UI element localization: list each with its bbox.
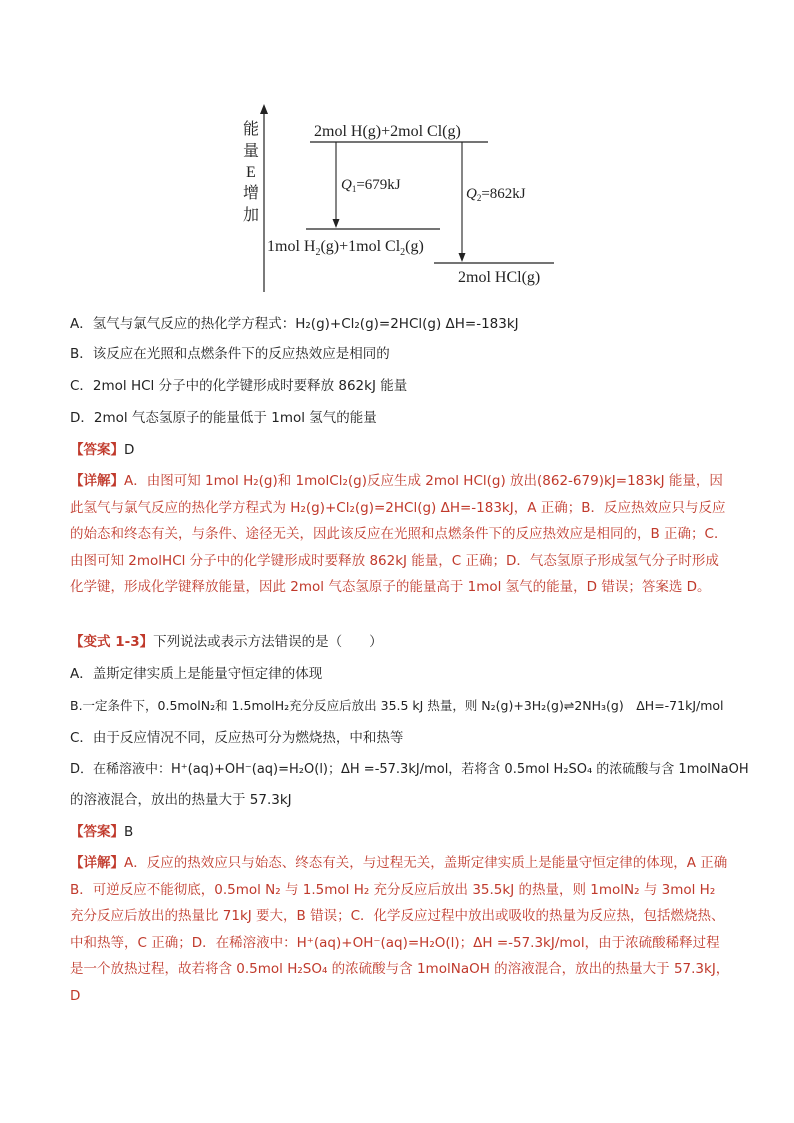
variant-tag: 【变式 1-3】: [70, 634, 154, 650]
q2-option-d: D．在稀溶液中：H⁺(aq)+OH⁻(aq)=H₂O(l)；ΔH =-57.3kJ/mol，若将含 0.5mol H₂SO₄ 的浓硫酸与含 1molNaOH: [70, 762, 749, 777]
q1-answer: [70, 440, 134, 460]
answer-value: B: [124, 824, 134, 840]
q1-option-b: B．该反应在光照和点燃条件下的反应热效应是相同的: [70, 346, 390, 362]
q1-label: $Q_1=679kJ$: [341, 177, 401, 194]
bottom-level-label: 2mol HCl(g): [458, 269, 541, 286]
q1-option-d: D．2mol 气态氢原子的能量低于 1mol 氢气的能量: [70, 410, 377, 426]
detail-text: A．反应的热效应只与始态、终态有关，与过程无关，盖斯定律实质上是能量守恒定律的体现，A 正确 B．可逆反应不能彻底，0.5mol N₂ 与 1.5mol H₂ 充分反应后放出 35.5kJ 的热量，则 1molN₂ 与 3mol H₂ 充分反应后放出的热量比 71kJ 要大，B 错误；C．化学反应过程中放出或吸收的热量为反应热，包括燃烧热、中和热等，C 正确；D．在稀溶液中：H⁺(aq)+OH⁻(aq)=H₂O(l)；ΔH =-57.3kJ/mol，由于浓硫酸稀释过程是一个放热过程，故若将含 0.5mol H₂SO₄ 的浓硫酸与含 1molNaOH 的溶液混合，放出的热量大于 57.3kJ，D: [70, 855, 730, 1004]
energy-axis-arrowhead: [260, 104, 268, 114]
q2-answer: [70, 822, 133, 842]
mid-level-label: 1mol $H_2(g)+1mol$ $Cl_2(g)$: [267, 238, 424, 258]
q2-arrowhead: [459, 253, 466, 262]
q1-value: =679kJ: [356, 177, 401, 193]
detail-text: A．由图可知 1mol H₂(g)和 1molCl₂(g)反应生成 2mol HCl(g) 放出(862-679)kJ=183kJ 能量，因此氢气与氯气反应的热化学方程式为 H₂(g)+Cl₂(g)=2HCl(g) ΔH=-183kJ，A 正确；B．反应热效应只与反应的始态和终态有关，与条件、途径无关，因此该反应在光照和点燃条件下的反应热效应是相同的，B 正确；C．由图可知 2molHCl 分子中的化学键形成时要释放 862kJ 能量，C 正确；D．气态氢原子形成氢气分子时形成化学键，形成化学键释放能量，因此 2mol 气态氢原子的能量高于 1mol 氢气的能量，D 错误；答案选 D。: [70, 473, 728, 595]
stem-text: 下列说法或表示方法错误的是（ ）: [153, 634, 383, 650]
q2-label: $Q_2=862kJ$: [466, 186, 526, 203]
detail-tag: 【详解】: [70, 855, 124, 871]
axis-label-char: 量: [243, 143, 260, 160]
q2-detail: [70, 850, 730, 1009]
energy-level-diagram: [230, 100, 570, 300]
q1-option-c: C．2mol HCl 分子中的化学键形成时要释放 862kJ 能量: [70, 378, 408, 394]
q2-option-b: B.一定条件下，0.5molN₂和 1.5molH₂充分反应后放出 35.5 kJ 热量，则 N₂(g)+3H₂(g)⇌2NH₃(g) ΔH=-71kJ/mol: [70, 698, 724, 713]
axis-label-char: 能: [243, 121, 260, 138]
q2-value: =862kJ: [481, 186, 526, 202]
axis-label-char: 加: [243, 207, 260, 224]
axis-label-char: 增: [243, 185, 260, 202]
q1-arrowhead: [333, 219, 340, 228]
detail-tag: 【详解】: [70, 473, 124, 489]
q1-option-a: A．氢气与氯气反应的热化学方程式：H₂(g)+Cl₂(g)=2HCl(g) ΔH=-183kJ: [70, 316, 519, 332]
q2-option-c: C．由于反应情况不同，反应热可分为燃烧热，中和热等: [70, 730, 404, 746]
answer-tag: 【答案】: [70, 442, 124, 458]
q2-option-d-cont: 的溶液混合，放出的热量大于 57.3kJ: [70, 792, 292, 808]
answer-value: D: [124, 442, 135, 458]
q2-option-a: A．盖斯定律实质上是能量守恒定律的体现: [70, 666, 323, 682]
axis-label-char: E: [246, 164, 256, 181]
energy-diagram-svg: [230, 100, 570, 300]
axis-label: [243, 120, 259, 224]
top-level-label: 2mol H(g)+2mol Cl(g): [314, 123, 461, 140]
q2-stem: [70, 632, 383, 652]
q1-detail: [70, 468, 730, 601]
answer-tag: 【答案】: [70, 824, 124, 840]
